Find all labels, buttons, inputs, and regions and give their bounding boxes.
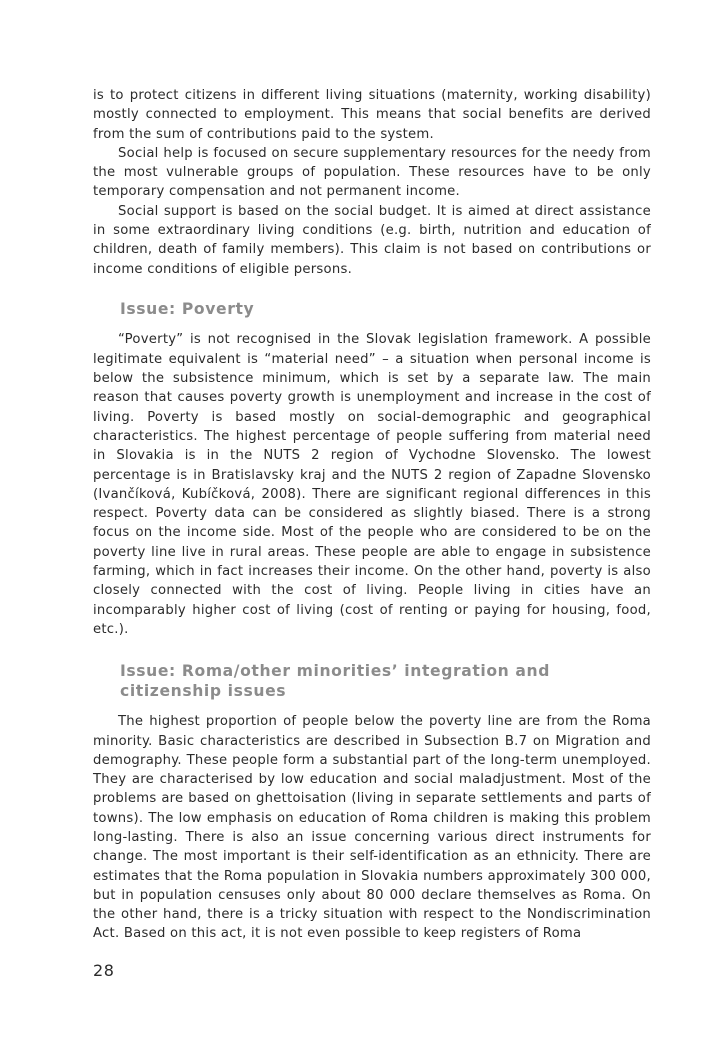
heading-issue-roma-line1: Issue: Roma/other minorities’ integration and bbox=[120, 662, 550, 681]
paragraph-social-help: Social help is focused on secure supplementary resources for the needy from the most vulnerable groups of population. These resources have to be only temporary compensation and not permanent income. bbox=[93, 145, 651, 200]
heading-issue-roma-line2: citizenship issues bbox=[120, 681, 287, 700]
page-number: 28 bbox=[93, 961, 115, 980]
paragraph-social-insurance: is to protect citizens in different living situations (maternity, working disability) mostly connected to employment. This means that social benefits are derived from the sum of contributions paid to the system. bbox=[93, 88, 651, 142]
paragraph-roma: The highest proportion of people below the poverty line are from the Roma minority. Basic characteristics are described in Subsection B.7 on Migration and demography. These people form a substantial part of the long-term unemployed. They are characterised by low education and social maladjustment. Most of the problems are based on ghettoisation (living in separate settlements and parts of towns). The low emphasis on education of Roma children is making this problem long-lasting. There is also an issue concerning various direct instruments for change. The most important is their self-identification as an ethnicity. There are estimates that the Roma population in Slovakia numbers approximately 300 000, but in population censuses only about 80 000 declare themselves as Roma. On the other hand, there is a tricky situation with respect to the Nondiscrimination Act. Based on this act, it is not even possible to keep registers of Roma bbox=[93, 714, 651, 942]
paragraph-poverty: “Poverty” is not recognised in the Slovak legislation framework. A possible legitimate equivalent is “material need” – a situation when personal income is below the subsistence minimum, which is set by a separate law. The main reason that causes poverty growth is unemployment and increase in the cost of living. Poverty is based mostly on social-demographic and geographical characteristics. The highest percentage of people suffering from material need in Slovakia is in the NUTS 2 region of Vychodne Slovensko. The lowest percentage is in Bratislavsky kraj and the NUTS 2 region of Zapadne Slovensko (Ivančíková, Kubíčková, 2008). There are significant regional differences in this respect. Poverty data can be considered as slightly biased. There is a strong focus on the income side. Most of the people who are considered to be on the poverty line live in rural areas. These people are able to engage in subsistence farming, which in fact increases their income. On the other hand, poverty is also closely connected with the cost of living. People living in cities have an incomparably higher cost of living (cost of renting or paying for housing, food, etc.). bbox=[93, 332, 651, 637]
page-content bbox=[93, 86, 651, 944]
paragraph-social-support: Social support is based on the social budget. It is aimed at direct assistance in some extraordinary living conditions (e.g. birth, nutrition and education of children, death of family members). This claim is not based on contributions or income conditions of eligible persons. bbox=[93, 203, 651, 277]
heading-issue-roma bbox=[93, 662, 651, 701]
heading-issue-poverty: Issue: Poverty bbox=[120, 299, 255, 318]
